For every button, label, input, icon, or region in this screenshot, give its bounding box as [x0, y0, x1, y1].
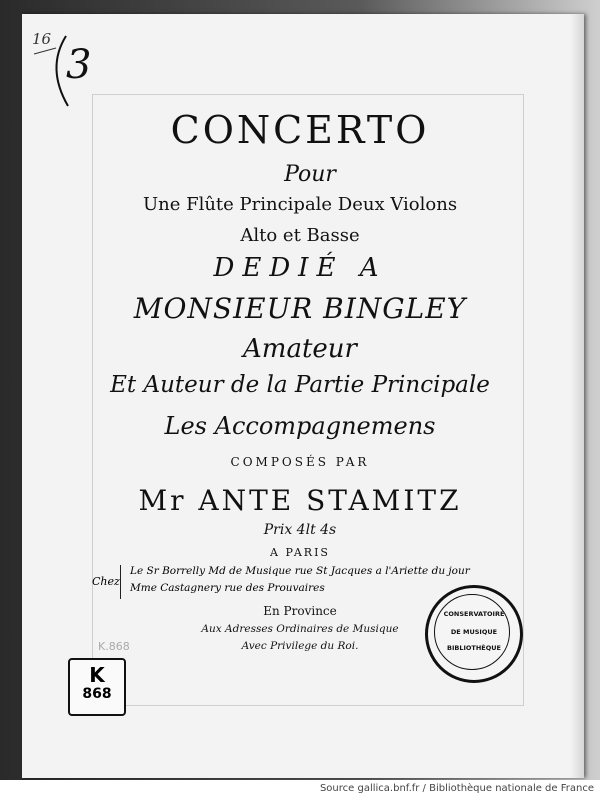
- title-dedie: DEDIÉ A: [213, 253, 387, 283]
- source-credit: Source gallica.bnf.fr / Bibliothèque nationale de France: [319, 783, 594, 794]
- shelf-mark: [28, 28, 108, 108]
- province-heading: En Province: [263, 604, 337, 618]
- publisher-address-1: Le Sr Borrelly Md de Musique rue St Jacques a l'Ariette du jour: [130, 565, 470, 577]
- title-price: Prix 4lt 4s: [263, 522, 337, 538]
- call-number-stamp: [68, 658, 126, 716]
- footer-bar: [0, 780, 600, 800]
- shelf-number: 16: [32, 30, 52, 48]
- item-number: 3: [66, 42, 92, 88]
- chez-label: Chez: [92, 575, 120, 588]
- seal-line-2: DE MUSIQUE: [450, 628, 498, 636]
- title-composes-par: COMPOSÉS PAR: [230, 455, 370, 469]
- title-alto-basse: Alto et Basse: [240, 225, 360, 246]
- title-concerto: CONCERTO: [170, 108, 430, 152]
- title-accompagnemens: Les Accompagnemens: [164, 412, 436, 440]
- seal-line-3: BIBLIOTHÈQUE: [447, 644, 501, 652]
- title-composer: Mr ANTE STAMITZ: [138, 484, 462, 517]
- address-brace: [120, 565, 127, 599]
- title-amateur: Amateur: [243, 334, 357, 364]
- seal-line-1: CONSERVATOIRE: [443, 610, 505, 618]
- title-instruments: Une Flûte Principale Deux Violons: [142, 194, 458, 215]
- royal-privilege: Avec Privilege du Roi.: [241, 640, 359, 652]
- title-auteur: Et Auteur de la Partie Principale: [110, 372, 490, 398]
- stamp-letter: K: [89, 663, 105, 687]
- stamp-number: 868: [82, 686, 112, 702]
- library-seal: [425, 585, 523, 683]
- pencil-call-number: K.868: [98, 640, 130, 653]
- title-paris: A PARIS: [270, 546, 330, 559]
- province-addresses: Aux Adresses Ordinaires de Musique: [201, 623, 399, 635]
- title-dedicatee: MONSIEUR BINGLEY: [133, 292, 467, 325]
- publisher-address-2: Mme Castagnery rue des Prouvaires: [130, 582, 325, 594]
- title-pour: Pour: [284, 162, 336, 187]
